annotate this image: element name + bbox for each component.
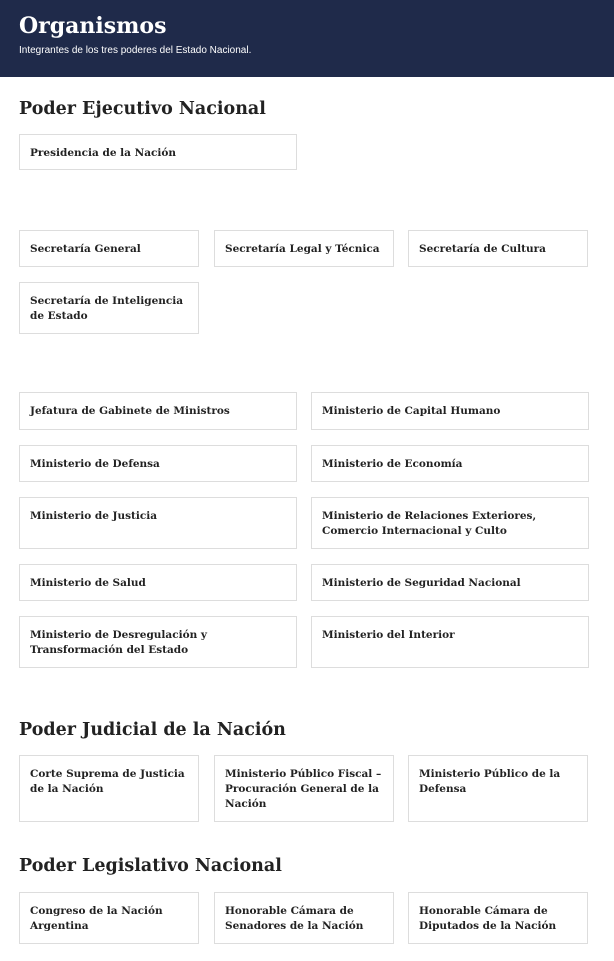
card-ministerio-interior[interactable]: Ministerio del Interior <box>311 616 589 668</box>
card-ministerio-defensa[interactable]: Ministerio de Defensa <box>19 445 297 482</box>
card-camara-senadores[interactable]: Honorable Cámara de Senadores de la Nación <box>214 892 394 944</box>
page-subtitle: Integrantes de los tres poderes del Estado Nacional. <box>19 45 252 56</box>
card-secretaria-legal-tecnica[interactable]: Secretaría Legal y Técnica <box>214 230 394 267</box>
card-ministerio-economia[interactable]: Ministerio de Economía <box>311 445 589 482</box>
card-ministerio-publico-fiscal[interactable]: Ministerio Público Fiscal – Procuración General de la Nación <box>214 755 394 822</box>
card-ministerio-seguridad[interactable]: Ministerio de Seguridad Nacional <box>311 564 589 601</box>
page-header <box>0 0 614 77</box>
card-ministerio-justicia[interactable]: Ministerio de Justicia <box>19 497 297 549</box>
card-secretaria-cultura[interactable]: Secretaría de Cultura <box>408 230 588 267</box>
page-title: Organismos <box>19 13 167 39</box>
section-title-legislativo: Poder Legislativo Nacional <box>19 856 282 876</box>
card-ministerio-publico-defensa[interactable]: Ministerio Público de la Defensa <box>408 755 588 822</box>
card-ministerio-relaciones-exteriores[interactable]: Ministerio de Relaciones Exteriores, Comercio Internacional y Culto <box>311 497 589 549</box>
card-corte-suprema[interactable]: Corte Suprema de Justicia de la Nación <box>19 755 199 822</box>
card-jefatura-gabinete[interactable]: Jefatura de Gabinete de Ministros <box>19 392 297 430</box>
card-secretaria-inteligencia[interactable]: Secretaría de Inteligencia de Estado <box>19 282 199 334</box>
card-presidencia[interactable]: Presidencia de la Nación <box>19 134 297 170</box>
card-ministerio-capital-humano[interactable]: Ministerio de Capital Humano <box>311 392 589 430</box>
card-camara-diputados[interactable]: Honorable Cámara de Diputados de la Nación <box>408 892 588 944</box>
card-secretaria-general[interactable]: Secretaría General <box>19 230 199 267</box>
card-congreso[interactable]: Congreso de la Nación Argentina <box>19 892 199 944</box>
card-ministerio-salud[interactable]: Ministerio de Salud <box>19 564 297 601</box>
section-title-ejecutivo: Poder Ejecutivo Nacional <box>19 99 266 119</box>
section-title-judicial: Poder Judicial de la Nación <box>19 720 286 740</box>
card-ministerio-desregulacion[interactable]: Ministerio de Desregulación y Transformación del Estado <box>19 616 297 668</box>
